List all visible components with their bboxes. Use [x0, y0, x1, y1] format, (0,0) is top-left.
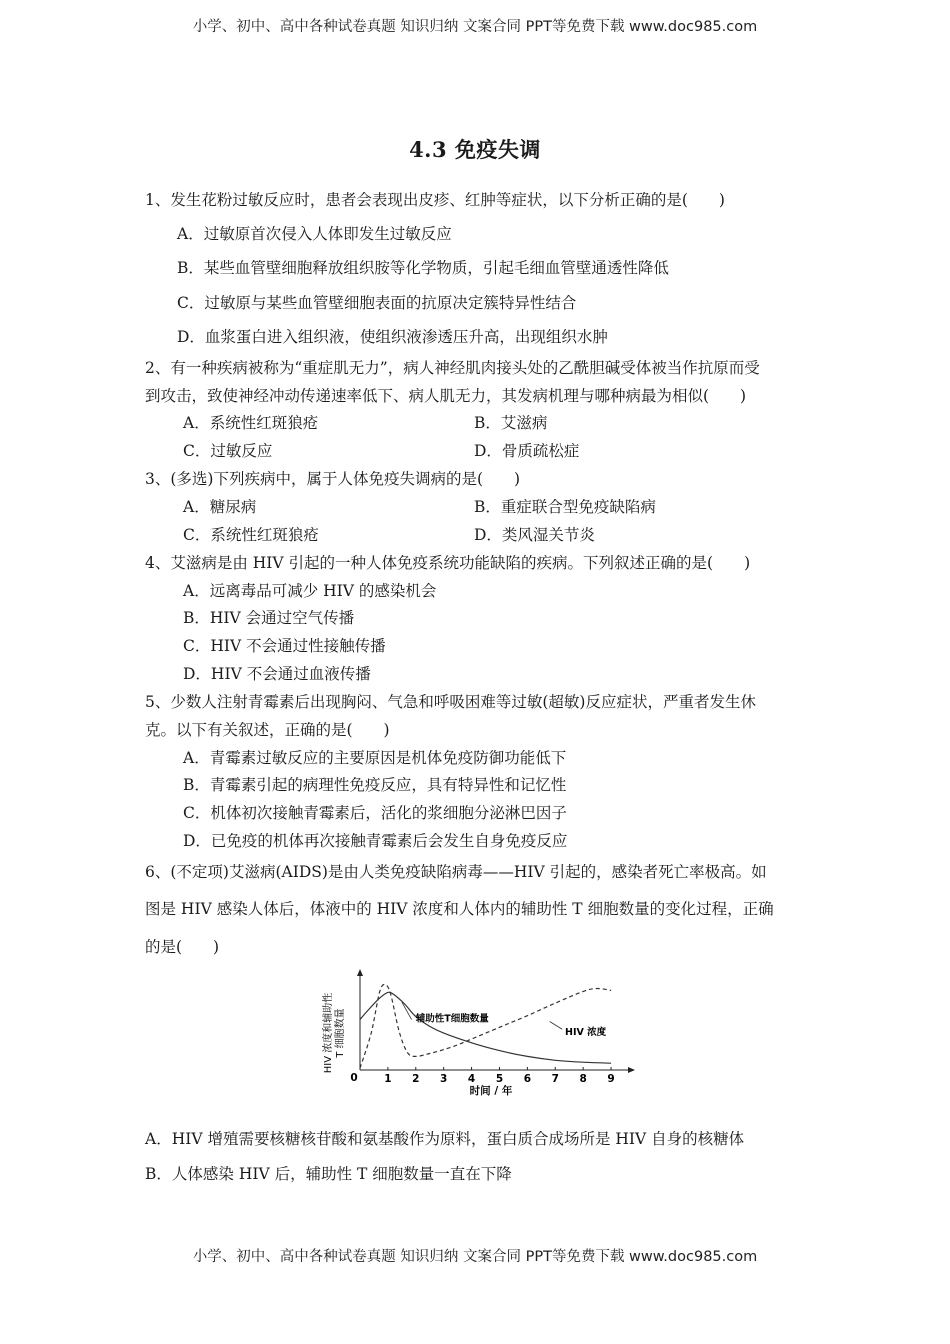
chart-x-tick-label: 5: [495, 1073, 504, 1085]
chart-x-tick-label: 2: [412, 1073, 420, 1085]
question-2-stem-line-2: 到攻击，致使神经冲动传递速率低下、病人肌无力，其发病机理与哪种病最为相似( ): [145, 387, 747, 405]
question-6-option-a: A．HIV 增殖需要核糖核苷酸和氨基酸作为原料，蛋白质合成场所是 HIV 自身的核糖体: [145, 1130, 745, 1148]
question-6-stem-line-3: 的是( ): [145, 938, 220, 956]
question-1-option-d: D．血浆蛋白进入组织液，使组织液渗透压升高，出现组织水肿: [177, 328, 608, 346]
chart-x-tick-label: 8: [579, 1073, 587, 1085]
helper-t-cell-label: 辅助性T细胞数量: [415, 1013, 489, 1025]
question-5-stem-line-2: 克。以下有关叙述，正确的是( ): [145, 721, 390, 739]
chart-y-axis-arrow: [357, 969, 363, 976]
hiv-concentration-label: HIV 浓度: [565, 1027, 607, 1039]
chart-origin-label: 0: [350, 1072, 358, 1084]
question-3-option-a: A．糖尿病: [183, 498, 257, 516]
question-6-stem-line-1: 6、(不定项)艾滋病(AIDS)是由人类免疫缺陷病毒——HIV 引起的，感染者死亡率极高。如: [145, 863, 767, 881]
question-1-option-b: B．某些血管壁细胞释放组织胺等化学物质，引起毛细血管壁通透性降低: [177, 259, 669, 277]
question-5-option-d: D．已免疫的机体再次接触青霉素后会发生自身免疫反应: [183, 832, 568, 850]
question-5-option-c: C．机体初次接触青霉素后，活化的浆细胞分泌淋巴因子: [183, 804, 567, 822]
question-2-option-c: C．过敏反应: [183, 442, 273, 460]
question-4-option-d: D．HIV 不会通过血液传播: [183, 665, 371, 683]
page-title: 4.3 免疫失调: [409, 137, 541, 162]
question-2-option-a: A．系统性红斑狼疮: [183, 414, 319, 432]
question-4-option-a: A．远离毒品可减少 HIV 的感染机会: [183, 582, 437, 600]
question-1-option-c: C．过敏原与某些血管壁细胞表面的抗原决定簇特异性结合: [177, 294, 577, 312]
question-3-stem: 3、(多选)下列疾病中，属于人体免疫失调病的是( ): [145, 470, 521, 488]
chart-x-tick-label: 6: [523, 1073, 532, 1085]
hiv-concentration-leader: [550, 1022, 563, 1030]
chart-x-tick-label: 4: [467, 1073, 476, 1085]
chart-x-tick-label: 9: [607, 1073, 615, 1085]
page-footer: 小学、初中、高中各种试卷真题 知识归纳 文案合同 PPT等免费下载 www.doc985.com: [192, 1249, 758, 1265]
question-1-option-a: A．过敏原首次侵入人体即发生过敏反应: [177, 225, 452, 243]
chart-xlabel: 时间 / 年: [469, 1085, 513, 1097]
question-3-option-d: D．类风湿关节炎: [474, 526, 595, 544]
question-5-stem-line-1: 5、少数人注射青霉素后出现胸闷、气急和呼吸困难等过敏(超敏)反应症状，严重者发生休: [145, 693, 756, 711]
chart-x-tick-label: 1: [384, 1073, 392, 1085]
question-3-option-c: C．系统性红斑狼疮: [183, 526, 319, 544]
hiv-chart: [315, 965, 640, 1100]
question-5-option-b: B．青霉素引起的病理性免疫反应，具有特异性和记忆性: [183, 776, 567, 794]
question-6-stem-line-2: 图是 HIV 感染人体后，体液中的 HIV 浓度和人体内的辅助性 T 细胞数量的变化过程，正确: [145, 900, 774, 918]
question-5-option-a: A．青霉素过敏反应的主要原因是机体免疫防御功能低下: [183, 749, 567, 767]
question-4-option-c: C．HIV 不会通过性接触传播: [183, 637, 386, 655]
question-2-stem-line-1: 2、有一种疾病被称为“重症肌无力”，病人神经肌肉接头处的乙酰胆碱受体被当作抗原而受: [145, 359, 760, 377]
chart-ylabel-line-1: HIV 浓度和辅助性: [323, 992, 334, 1074]
question-4-stem: 4、艾滋病是由 HIV 引起的一种人体免疫系统功能缺陷的疾病。下列叙述正确的是( ): [145, 554, 751, 572]
question-6-option-b: B．人体感染 HIV 后，辅助性 T 细胞数量一直在下降: [145, 1165, 512, 1183]
question-3-option-b: B．重症联合型免疫缺陷病: [474, 498, 656, 516]
question-1-stem: 1、发生花粉过敏反应时，患者会表现出皮疹、红肿等症状，以下分析正确的是( ): [145, 191, 725, 209]
chart-x-tick-label: 3: [440, 1073, 448, 1085]
question-4-option-b: B．HIV 会通过空气传播: [183, 609, 355, 627]
question-2-option-d: D．骨质疏松症: [474, 442, 580, 460]
page-header: 小学、初中、高中各种试卷真题 知识归纳 文案合同 PPT等免费下载 www.doc985.com: [192, 19, 758, 35]
question-2-option-b: B．艾滋病: [474, 414, 548, 432]
chart-x-axis-arrow: [628, 1067, 635, 1073]
chart-ylabel-line-2: T 细胞数量: [335, 1008, 346, 1058]
chart-x-tick-label: 7: [551, 1073, 559, 1085]
